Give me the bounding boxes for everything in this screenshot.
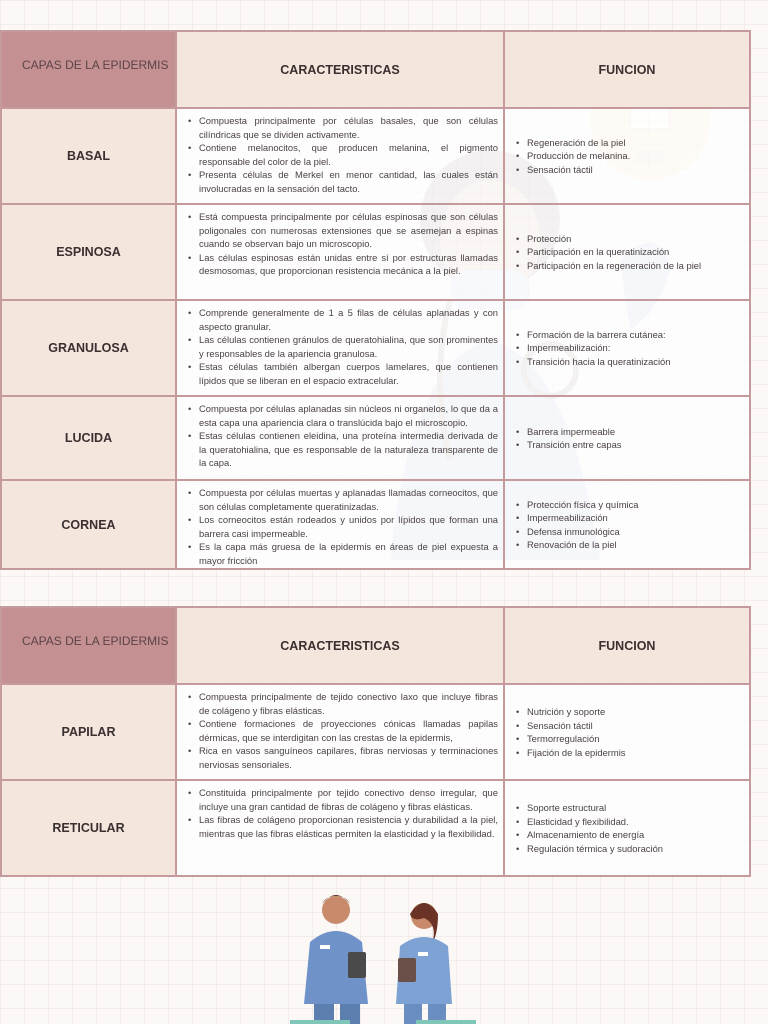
column-header-function: FUNCION <box>504 31 750 108</box>
column-header-function: FUNCION <box>504 607 750 684</box>
list-item: • Compuesta principalmente de tejido conectivo laxo que incluye fibras de colágeno y fibras elásticas. <box>199 690 498 717</box>
list-item: • Barrera impermeable <box>527 425 741 439</box>
list-item: • Contiene melanocitos, que producen melanina, el pigmento responsable del color de la piel. <box>199 141 498 168</box>
function-list <box>505 705 749 759</box>
list-item: • Compuesta por células muertas y aplanadas llamadas corneocitos, que son células completamente queratinizadas. <box>199 486 498 513</box>
list-item: • Impermeabilización <box>527 511 741 525</box>
list-item: • Transición hacia la queratinización <box>527 355 741 369</box>
characteristics-list <box>177 685 503 771</box>
characteristics-list <box>177 481 503 567</box>
table-row <box>1 108 750 204</box>
list-item: • Regulación térmica y sudoración <box>527 842 741 856</box>
list-item: • Compuesta principalmente por células basales, que son células cilíndricas que se dividen activamente. <box>199 114 498 141</box>
characteristics-list <box>177 781 503 840</box>
table-row <box>1 480 750 569</box>
list-item: • Transición entre capas <box>527 438 741 452</box>
list-item: • Termorregulación <box>527 732 741 746</box>
list-item: • Constituida principalmente por tejido conectivo denso irregular, que incluye una gran cantidad de fibras de colágeno y fibras elásticas. <box>199 786 498 813</box>
list-item: • Protección física y química <box>527 498 741 512</box>
function-list <box>505 328 749 369</box>
layer-name: PAPILAR <box>1 684 176 780</box>
list-item: • Renovación de la piel <box>527 538 741 552</box>
list-item: • Elasticidad y flexibilidad. <box>527 815 741 829</box>
layer-name: LUCIDA <box>1 396 176 480</box>
list-item: • Soporte estructural <box>527 801 741 815</box>
list-item: • Producción de melanina. <box>527 149 741 163</box>
table-row <box>1 780 750 876</box>
characteristics-list <box>177 109 503 195</box>
layer-name: RETICULAR <box>1 780 176 876</box>
list-item: • Las células contienen gránulos de queratohialina, que son prominentes y responsables de la apariencia granulosa. <box>199 333 498 360</box>
layer-name: ESPINOSA <box>1 204 176 300</box>
list-item: • Sensación táctil <box>527 163 741 177</box>
epidermis-table <box>0 30 751 570</box>
list-item: • Las células espinosas están unidas entre sí por estructuras llamadas desmosomas, que proporcionan resistencia mecánica a la piel. <box>199 251 498 278</box>
function-list <box>505 801 749 855</box>
dermis-table <box>0 606 751 877</box>
table-title: CAPAS DE LA EPIDERMIS <box>1 607 176 684</box>
layer-name: BASAL <box>1 108 176 204</box>
characteristics-list <box>177 301 503 387</box>
list-item: • Nutrición y soporte <box>527 705 741 719</box>
function-list <box>505 232 749 273</box>
characteristics-list <box>177 205 503 278</box>
column-header-characteristics: CARACTERISTICAS <box>176 607 504 684</box>
table-row <box>1 300 750 396</box>
table-row <box>1 396 750 480</box>
table-row <box>1 204 750 300</box>
list-item: • Estas células contienen eleidina, una proteína intermedia derivada de la queratohialina, que es responsable de la naturaleza transparente de la capa. <box>199 429 498 470</box>
list-item: • Sensación táctil <box>527 719 741 733</box>
table-title: CAPAS DE LA EPIDERMIS <box>1 31 176 108</box>
list-item: • Los corneocitos están rodeados y unidos por lípidos que forman una barrera casi impermeable. <box>199 513 498 540</box>
list-item: • Participación en la queratinización <box>527 245 741 259</box>
table-row <box>1 684 750 780</box>
layer-name: CORNEA <box>1 480 176 569</box>
list-item: • Es la capa más gruesa de la epidermis en áreas de piel expuesta a mayor fricción <box>199 540 498 567</box>
list-item: • Regeneración de la piel <box>527 136 741 150</box>
list-item: • Estas células también albergan cuerpos lamelares, que contienen lípidos que se liberan en el espacio extracelular. <box>199 360 498 387</box>
list-item: • Participación en la regeneración de la piel <box>527 259 741 273</box>
list-item: • Formación de la barrera cutánea: <box>527 328 741 342</box>
list-item: • Presenta células de Merkel en menor cantidad, las cuales están involucradas en la sensación del tacto. <box>199 168 498 195</box>
list-item: • Protección <box>527 232 741 246</box>
column-header-characteristics: CARACTERISTICAS <box>176 31 504 108</box>
list-item: • Impermeabilización: <box>527 341 741 355</box>
layer-name: GRANULOSA <box>1 300 176 396</box>
list-item: • Almacenamiento de energía <box>527 828 741 842</box>
list-item: • Las fibras de colágeno proporcionan resistencia y durabilidad a la piel, mientras que las fibras elásticas permiten la elasticidad y la flexibilidad. <box>199 813 498 840</box>
list-item: • Contiene formaciones de proyecciones cónicas llamadas papilas dérmicas, que se interdigitan con las crestas de la epidermis, <box>199 717 498 744</box>
function-list <box>505 425 749 452</box>
function-list <box>505 498 749 552</box>
medical-staff-illustration-icon <box>290 880 480 1024</box>
list-item: • Defensa inmunológica <box>527 525 741 539</box>
function-list <box>505 136 749 177</box>
list-item: • Compuesta por células aplanadas sin núcleos ni organelos, lo que da a esta capa una apariencia clara o translúcida bajo el microscopio. <box>199 402 498 429</box>
list-item: • Fijación de la epidermis <box>527 746 741 760</box>
list-item: • Está compuesta principalmente por células espinosas que son células poligonales con numerosas extensiones que se asemejan a espinas cuando se observan bajo un microscopio. <box>199 210 498 251</box>
list-item: • Comprende generalmente de 1 a 5 filas de células aplanadas y con aspecto granular. <box>199 306 498 333</box>
characteristics-list <box>177 397 503 470</box>
list-item: • Rica en vasos sanguíneos capilares, fibras nerviosas y terminaciones nerviosas sensoriales. <box>199 744 498 771</box>
